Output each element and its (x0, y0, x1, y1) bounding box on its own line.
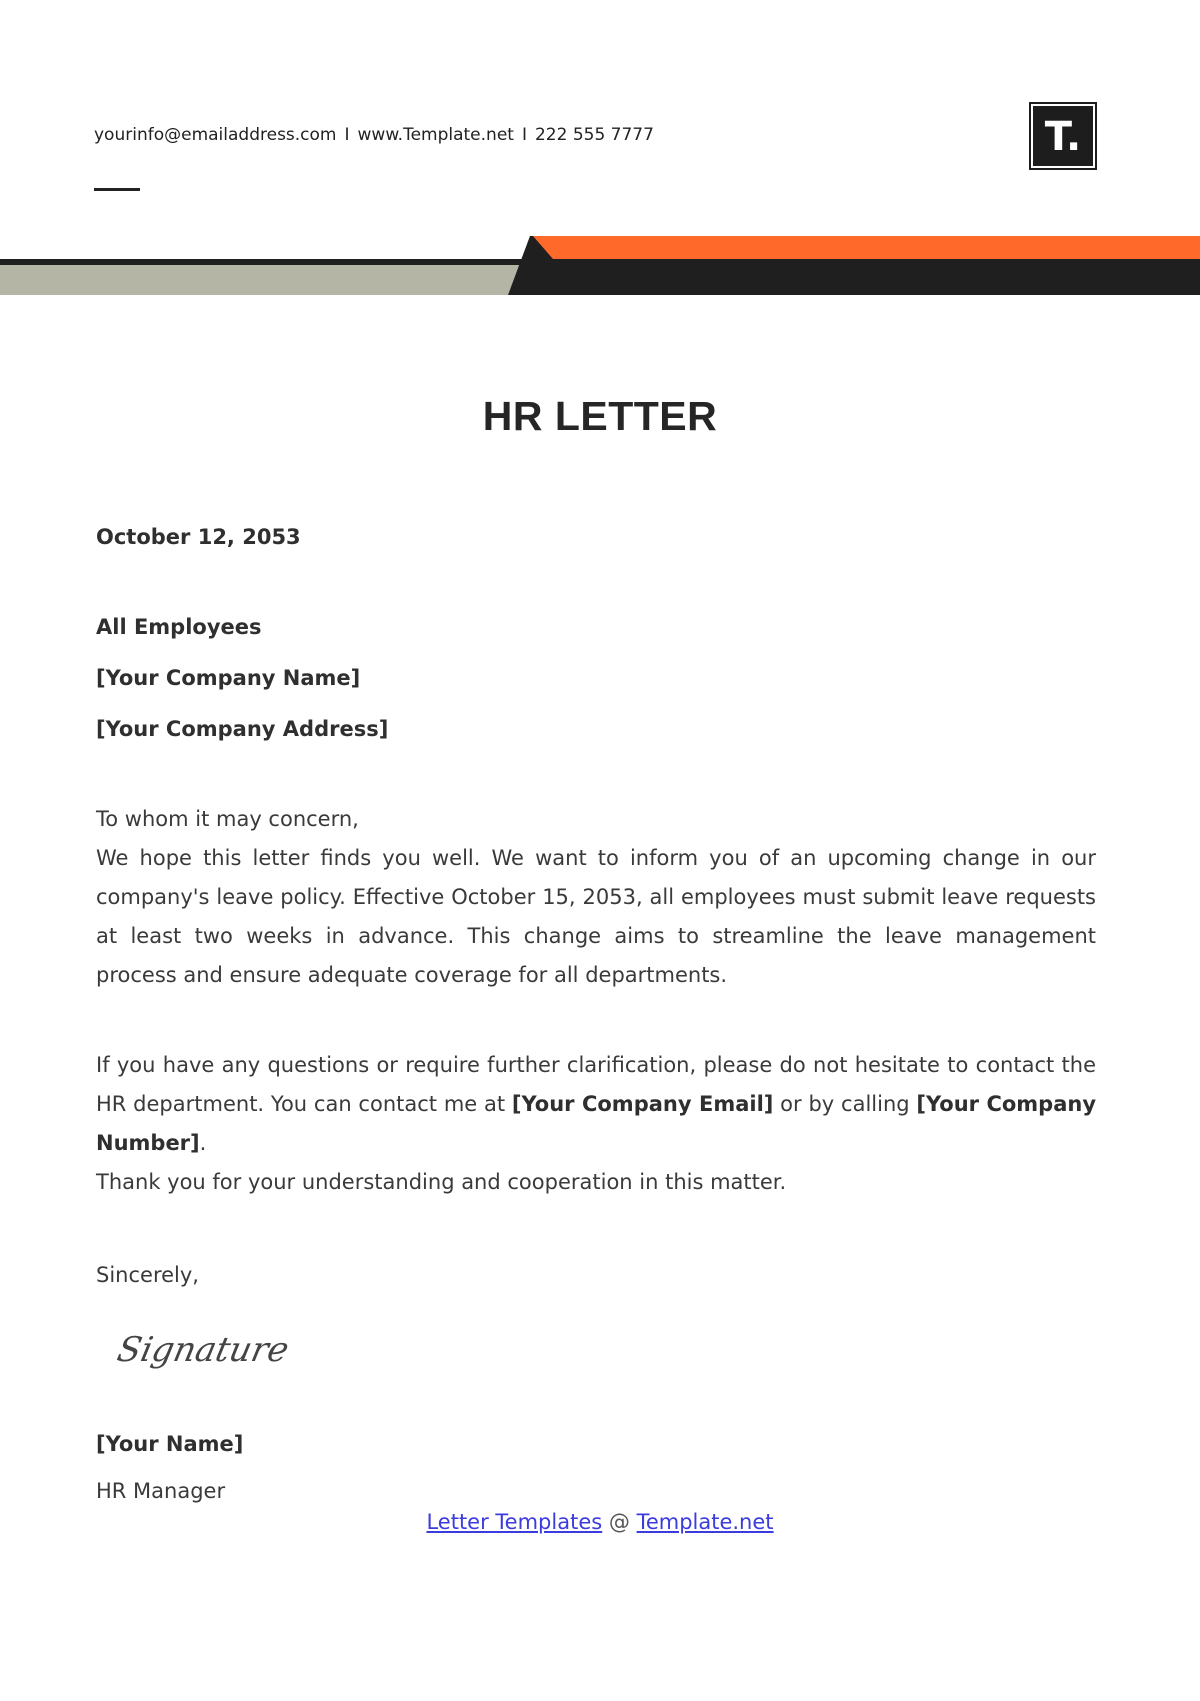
paragraph-text: or by calling (773, 1092, 917, 1116)
salutation: To whom it may concern, (96, 807, 359, 831)
contact-separator: I (521, 125, 527, 145)
recipient-company-name: [Your Company Name] (96, 666, 361, 690)
signature-image: Signature (113, 1330, 293, 1370)
company-number-placeholder: [Your Company Number] (96, 1092, 1097, 1155)
contact-email: yourinfo@emailaddress.com (94, 125, 337, 145)
recipient-block (96, 608, 1096, 761)
page-title: HR LETTER (482, 393, 718, 439)
banner-gray-band (0, 265, 520, 295)
paragraph-text: . (199, 1131, 207, 1155)
footer-at: @ (608, 1510, 630, 1534)
letter-templates-link[interactable]: Letter Templates (426, 1510, 603, 1534)
recipient-company-address: [Your Company Address] (96, 717, 389, 741)
contact-website: www.Template.net (357, 125, 514, 145)
header-banner (0, 230, 1200, 295)
banner-orange-band (533, 236, 1200, 259)
contact-phone: 222 555 7777 (534, 125, 654, 145)
company-email-placeholder: [Your Company Email] (511, 1092, 774, 1116)
body-paragraph: We hope this letter finds you well. We want to inform you of an upcoming change in our company's leave policy. Effective October 15, 2053, all employees must submit leave requests at least two weeks in advance. This change aims to streamline the leave management process and ensure adequate coverage for all departments. (96, 846, 1096, 987)
contact-separator: I (344, 125, 350, 145)
company-logo (1029, 102, 1097, 170)
paragraph-text: If you have any questions or require further clarification, please do not hesitate to contact the HR department. You can contact me at (96, 1053, 1096, 1116)
contact-info (94, 125, 654, 145)
thanks-line: Thank you for your understanding and cooperation in this matter. (96, 1170, 787, 1194)
sign-off: Sincerely, (96, 1263, 199, 1287)
header-divider (94, 188, 140, 191)
letter-body (96, 800, 1096, 1202)
logo-text: T. (1044, 114, 1082, 160)
footer (0, 1510, 1200, 1534)
recipient-line: All Employees (96, 615, 262, 639)
signer-name: [Your Name] (96, 1432, 244, 1456)
banner-dark-line (0, 259, 530, 265)
template-net-link[interactable]: Template.net (636, 1510, 774, 1534)
signer-role: HR Manager (96, 1479, 226, 1503)
body-paragraph-contact (96, 1046, 1096, 1163)
letter-date: October 12, 2053 (96, 525, 301, 549)
